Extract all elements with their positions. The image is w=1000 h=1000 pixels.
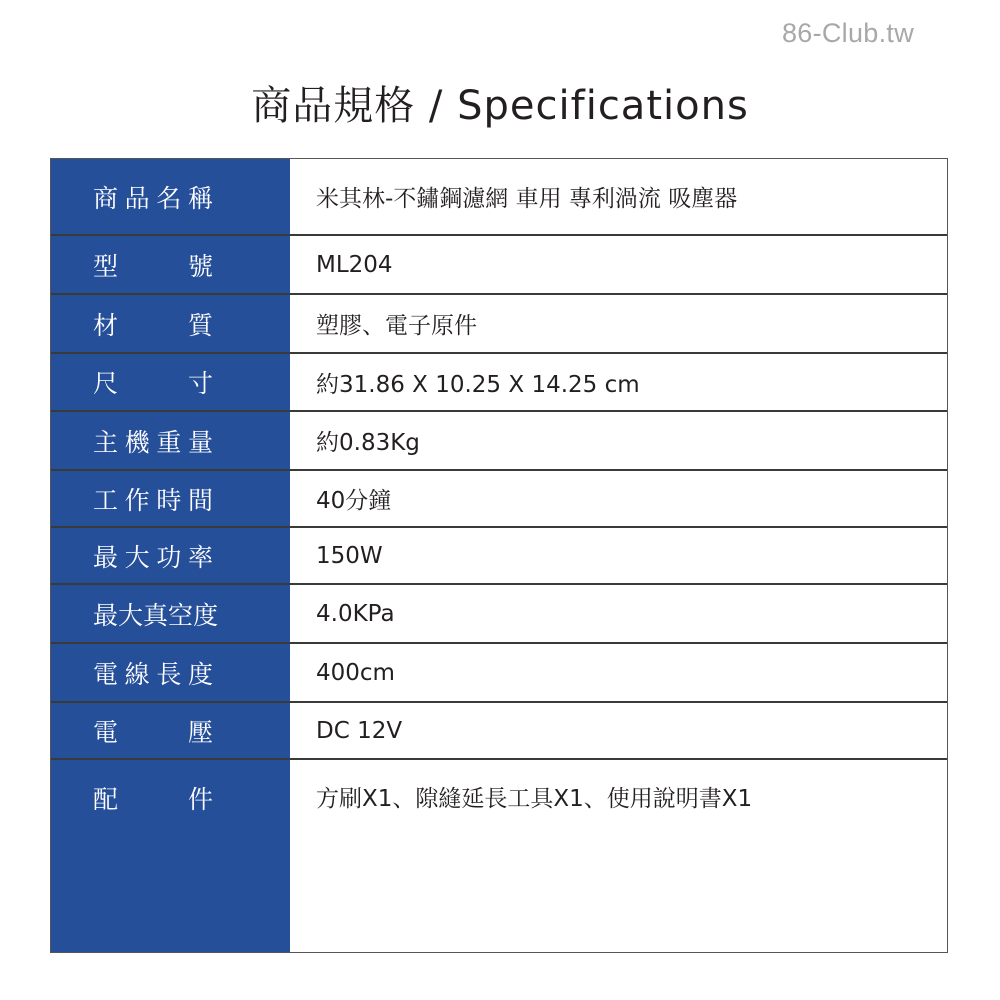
spec-label (51, 703, 290, 758)
spec-row-accessories (51, 760, 947, 952)
spec-value: 約31.86 X 10.25 X 14.25 cm (316, 371, 640, 398)
spec-label (51, 412, 290, 469)
spec-label-char: 號 (187, 251, 213, 281)
spec-label-char: 率 (187, 542, 213, 572)
spec-row-weight (51, 412, 947, 471)
spec-value: DC 12V (316, 717, 403, 744)
spec-label-char: 時 (156, 485, 182, 515)
spec-label-char: 電 (93, 717, 119, 747)
spec-label (51, 471, 290, 526)
spec-value: 方刷X1、隙縫延長工具X1、使用說明書X1 (316, 786, 753, 812)
spec-label-char: 型 (93, 251, 119, 281)
spec-label-char: 電 (93, 659, 119, 689)
spec-row-material (51, 295, 947, 354)
spec-row-product-name (51, 159, 947, 236)
spec-label-char: 寸 (187, 369, 213, 398)
spec-value: 150W (316, 542, 383, 569)
spec-label-text (93, 538, 213, 574)
spec-value: ML204 (316, 251, 393, 278)
spec-label (51, 644, 290, 701)
spec-row-voltage (51, 703, 947, 760)
spec-row-dimensions (51, 354, 947, 412)
spec-label-char: 主 (93, 427, 119, 457)
spec-table (50, 158, 948, 953)
spec-value: 400cm (316, 659, 395, 686)
spec-label (51, 236, 290, 293)
spec-label (51, 354, 290, 410)
spec-label-char: 名 (156, 183, 182, 213)
spec-label-char: 線 (124, 659, 150, 689)
spec-label-text (93, 423, 213, 459)
spec-value: 約0.83Kg (316, 430, 420, 456)
spec-label-char: 真 (143, 600, 169, 630)
spec-label (51, 585, 290, 642)
spec-row-max-vacuum (51, 585, 947, 644)
spec-value: 米其林-不鏽鋼濾網 車用 專利渦流 吸塵器 (316, 186, 738, 212)
spec-label-text (93, 364, 213, 400)
spec-label-char: 度 (193, 600, 219, 630)
spec-label-char: 材 (93, 310, 119, 340)
site-watermark: 86-Club.tw (781, 18, 914, 48)
spec-value: 塑膠、電子原件 (316, 313, 477, 339)
spec-label (51, 159, 290, 234)
spec-label-char: 功 (156, 542, 182, 572)
spec-value: 4.0KPa (316, 600, 395, 627)
spec-label-char: 質 (187, 310, 213, 340)
spec-value: 40分鐘 (316, 488, 392, 514)
spec-label (51, 528, 290, 583)
spec-label-char: 機 (124, 427, 150, 457)
page-title: 商品規格 / Specifications (251, 83, 749, 129)
spec-label-char: 量 (187, 427, 213, 457)
spec-label-char: 最 (93, 600, 119, 630)
spec-label-char: 大 (118, 600, 144, 630)
spec-label-char: 商 (93, 183, 119, 213)
spec-label-char: 最 (93, 542, 119, 572)
spec-label-char: 配 (93, 785, 119, 814)
spec-row-cable-length (51, 644, 947, 703)
spec-label-char: 工 (93, 485, 119, 515)
spec-label-text (93, 179, 213, 215)
spec-label-text (93, 481, 213, 517)
spec-row-max-power (51, 528, 947, 585)
spec-label-text (93, 596, 219, 632)
spec-label-char: 長 (156, 659, 182, 689)
spec-label-text (93, 655, 213, 691)
spec-label (51, 760, 290, 952)
spec-label-text (93, 247, 213, 283)
spec-row-model (51, 236, 947, 295)
spec-label-char: 度 (187, 659, 213, 689)
spec-label-char: 作 (124, 485, 150, 515)
spec-label-char: 間 (187, 485, 213, 515)
spec-label-char: 品 (124, 183, 150, 213)
spec-label-char: 重 (156, 427, 182, 457)
spec-label-char: 大 (124, 542, 150, 572)
spec-label-char: 空 (168, 600, 194, 630)
spec-row-working-time (51, 471, 947, 528)
spec-label-char: 壓 (187, 717, 213, 747)
spec-label (51, 295, 290, 352)
spec-label-text (93, 780, 213, 816)
spec-label-char: 件 (187, 785, 213, 814)
spec-label-char: 尺 (93, 369, 119, 398)
spec-label-text (93, 306, 213, 342)
spec-label-char: 稱 (187, 183, 213, 213)
spec-label-text (93, 713, 213, 749)
